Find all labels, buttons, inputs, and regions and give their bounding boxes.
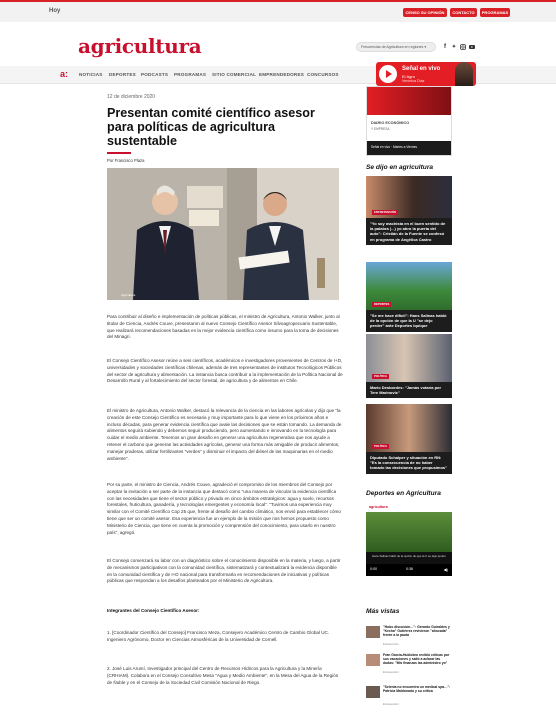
card-caption: Mario Desbordes: "Jamás votaría por Tere Marinovic" [366, 382, 452, 398]
site-logo[interactable]: agricultura [78, 34, 202, 58]
video-channel: agricultura [369, 505, 388, 509]
ad-line-1: DIARIO ECONÓMICO [371, 121, 410, 125]
article-date: 12 de diciembre 2020 [107, 94, 156, 100]
title-underline [107, 152, 131, 154]
nav-item-podcasts[interactable]: PODCASTS [141, 72, 169, 77]
photo-credit: Agricultura [121, 293, 136, 297]
member-2: 2. José Luis Arumí, Investigador principal del Centro de Recursos Hídricos para la Agricultura y la Minería (CRHIAM). Colabora en el Consejo Consultivo Mesa "Agua y Medio Ambiente", en la Mesa del Agua de la Región de Ñuble y en el Consejo de la Sociedad Civil Comisión Nacional de Riego. [107, 666, 339, 685]
most-viewed-thumb [366, 654, 380, 666]
card-image [366, 176, 452, 218]
video-frame [366, 512, 452, 552]
nav-item-deportes[interactable]: DEPORTES [109, 72, 136, 77]
top-bar [0, 0, 556, 22]
hoy-link[interactable]: Hoy [49, 8, 61, 14]
most-viewed-source: Entretención [383, 642, 399, 646]
card-image [366, 334, 452, 382]
video-time-current: 0:00 [370, 567, 377, 571]
most-viewed-item[interactable] [366, 652, 452, 676]
deportes-title: Deportes en Agricultura [366, 490, 441, 497]
most-viewed-thumb [366, 626, 380, 638]
news-card[interactable] [366, 176, 452, 245]
instagram-icon[interactable] [460, 44, 466, 50]
twitter-icon[interactable]: ✦ [451, 44, 457, 50]
nav-item-programas[interactable]: PROGRAMAS [174, 72, 207, 77]
card-image [366, 262, 452, 310]
live-signal-widget[interactable] [376, 62, 476, 86]
article-paragraph-3: El ministro de Agricultura, Antonio Walker, destacó la relevancia de la ciencia en las labores agrícolas y dijo que "la creación de este Consejo Científico es necesaria y muy importante para lo que viene en los próximos años e incluso décadas, para generar evidencia científica que avale las decisiones que se están tomando. La demanda de alimentos seguirá subiendo y debemos seguir produciendo, pero aumentando e innovando en la tecnología para cuidar el medio ambiente. Tenemos un gran desafío en generar una agricultura regenerativa que nos ayude a retener el carbono que generan las actividades agrícolas, generar una forma más amigable de producir alimentos, manejar praderas, utilizar fertilizantes "verdes" y disminuir el impacto del diésel de las maquinarias en el medio ambiente". [107, 408, 342, 461]
facebook-icon[interactable]: f [444, 44, 446, 50]
video-header [366, 502, 452, 512]
member-1: 1. [Coordinador Científico del Consejo] Francisco Meza, Consejero Académico Centro de Cambio Global UC. Ingeniero Agrónomo, Doctor en Ciencias Atmosféricas de la Universidad de Cornell. [107, 630, 330, 642]
ad-line-2: Y EMPRESA [371, 127, 390, 131]
article-title: Presentan comité científico asesor para políticas de agricultura sustentable [107, 106, 315, 148]
news-card[interactable] [366, 404, 452, 474]
most-viewed-title: Fran García-Huidobro recibió críticas por sus vacaciones y salió a aclarar las dudas: "Mis finanzas las administro yo" [383, 653, 450, 666]
article-paragraph-1: Para contribuir al diseño e implementación de políticas públicas, el ministro de Agricultura, Antonio Walker, junto al titular de Ciencia, Andrés Couve, presentaron al nuevo Consejo Científico Asesor Silvoagropecuario Sustentable, que realizará recomendaciones basadas en la mejor evidencia científica como insumo para la toma de decisiones del Minagri. [107, 314, 340, 340]
card-image [366, 404, 452, 452]
frequency-select[interactable]: Frecuencias de Agricultura en regiones ▾ [356, 42, 436, 52]
most-viewed-item[interactable] [366, 624, 452, 648]
card-caption: "Yo soy machista en el buen sentido de la palabra (...) yo abro la puerta del auto": Cristián de la Fuente se confesó en programa de Angélica Castro [366, 218, 452, 245]
play-icon[interactable] [379, 65, 397, 83]
members-heading: Integrantes del Consejo Científico Asesor: [107, 608, 200, 613]
volume-icon[interactable]: ◀) [443, 567, 448, 572]
sidebar-ad[interactable] [366, 86, 452, 156]
most-viewed-source: Entretención [383, 702, 399, 706]
ad-footer-text: Señal en vivo · Martes a Viernes [371, 145, 418, 149]
live-host: Verónica Díaz [402, 79, 425, 83]
live-show: El Agro [402, 74, 415, 79]
news-card[interactable] [366, 334, 452, 398]
article-photo [107, 168, 339, 300]
programas-button[interactable]: PROGRAMAS [481, 10, 509, 15]
card-caption: Diputado Schalper y situación en RN: "Es la consecuencia de no haber tomado las decisiones que propusimos" [366, 452, 452, 474]
most-viewed-title: "Selenia no encuentra un medical spa…": Patricia Maldonado y su crítica [383, 685, 451, 694]
card-tag: DEPORTES [374, 302, 390, 306]
card-tag: POLÍTICA [374, 444, 388, 448]
video-player[interactable] [366, 502, 452, 576]
live-title: Señal en vivo [402, 66, 441, 72]
most-viewed-thumb [366, 686, 380, 698]
nav-item-emprendedores[interactable]: EMPRENDEDORES [259, 72, 304, 77]
youtube-icon[interactable] [469, 44, 475, 50]
news-card[interactable] [366, 262, 452, 332]
nav-item-concursos[interactable]: CONCURSOS [307, 72, 339, 77]
card-tag: POLÍTICA [374, 374, 388, 378]
video-time-total: 0:36 [406, 567, 413, 571]
host-avatar [455, 62, 473, 86]
card-tag: ENTRETENCIÓN [374, 210, 397, 214]
article-paragraph-4: Por su parte, el ministro de Ciencia, Andrés Couve, agradeció el compromiso de los miembros del Consejo por aceptar la invitación a ser parte de la instancia que destacó como "una manera de vincular la evidencia científica con las necesidades que tiene el sector público y privado en cinco ámbitos estratégicos: agua y suelo, recursos forestales, fruticultura, ganadería, y tecnologías emergentes y economía local". "Tuvimos una experiencia muy similar con el Comité Científico Cop 25 que, frente al desafío del cambio climático, nos envió para establecer cómo tiene que ser un comité asesor. Esa experiencia fue un ejemplo de la misión que nos hemos propuesto como Ministerio de Ciencia, que tiene en cuenta la promoción y comprensión del conocimiento, para usarlo en nuestro país", agregó. [107, 482, 341, 535]
most-viewed-item[interactable] [366, 684, 452, 708]
video-caption: Hans Salinas habló de la opción de que la U se dejó perder [372, 554, 446, 558]
photo-illustration [107, 168, 339, 300]
opinion-button[interactable]: CENSO SU OPINIÓN [403, 8, 447, 17]
ad-banner [367, 87, 452, 115]
most-viewed-title: "Hubo discusión…": Gerardo Guiraldes y "Kecha" Gutiérrez revivieron "ahocada" frente a la pauta [383, 625, 450, 638]
mas-vistas-title: Más vistas [366, 608, 400, 615]
article-byline[interactable]: Por Francisco Plaza [107, 158, 145, 163]
nav-home-mark[interactable]: a: [60, 69, 69, 79]
nav-item-noticias[interactable]: NOTICIAS [79, 72, 103, 77]
contacto-button[interactable]: CONTACTO [450, 8, 477, 17]
video-controls[interactable] [366, 564, 452, 576]
se-dijo-title: Se dijo en agricultura [366, 164, 434, 171]
article-paragraph-2: El Consejo Científico Asesor reúne a seis científicos, académicos e investigadores provenientes de Centros de I+D, universidades y sociedades científicas chilenas, además de tres representantes de institutos Tecnológicos Públicos del sector de agricultura y alimentación. La instancia busca contribuir a la implementación de la Política Nacional de Desarrollo Rural y al fortalecimiento del sector forestal, de agricultura y de alimentos en Chile. [107, 358, 343, 384]
ad-footer [367, 141, 452, 155]
article-paragraph-5: El Consejo comenzará su labor con un diagnóstico sobre el conocimiento disponible en la materia, y luego, a partir de mecanismos participativos con la comunidad científica, sistematizará y contextualizará la evidencia disponible en la comunidad científica y de I+D nacional para transformarla en recomendaciones de iniciativas y políticas públicas que respondan a los desafíos planteados por el Ministerio de Agricultura. [107, 558, 341, 584]
nav-item-sitio-comercial[interactable]: SITIO COMERCIAL [212, 72, 257, 77]
most-viewed-source: Entretención [383, 670, 399, 674]
card-caption: "Se me hace difícil": Hans Salinas habló de la opción de que la U "se dejo perder" ante Deportes Iquique [366, 310, 452, 332]
